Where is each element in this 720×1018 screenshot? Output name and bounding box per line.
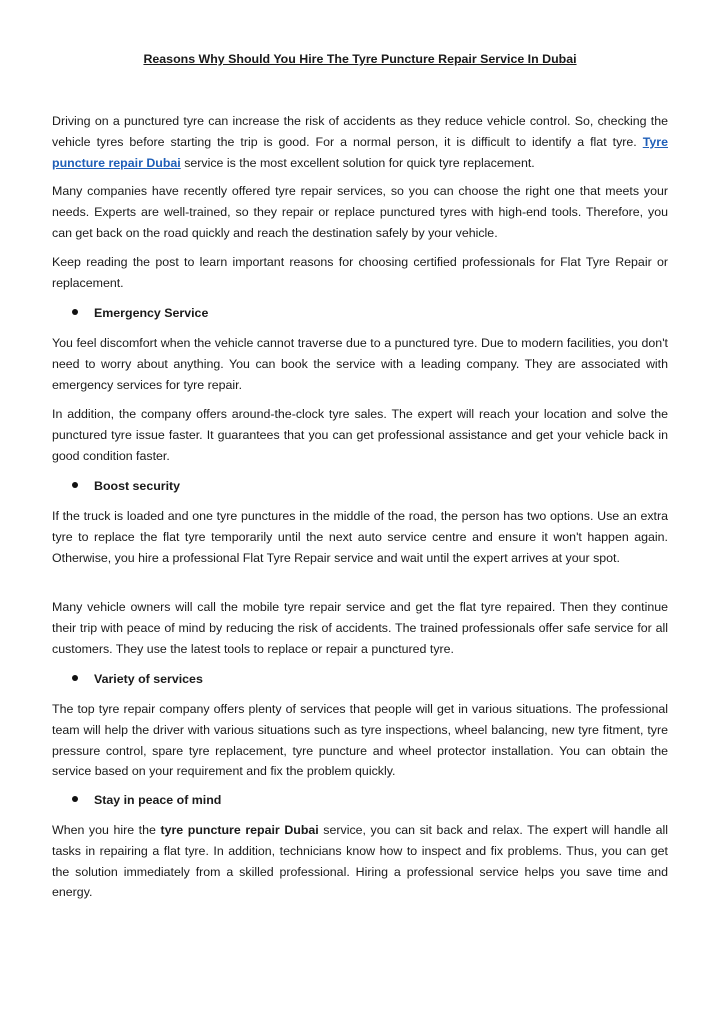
security-paragraph-1: If the truck is loaded and one tyre punctures in the middle of the road, the person has two options. Use an extra tyre to replace the flat tyre temporarily until the next auto service centre and ensure it won't happen again. Otherwise, you hire a professional Flat Tyre Repair service and wait until the expert arrives at your spot. bbox=[52, 509, 668, 565]
bullet-variety-of-services bbox=[72, 669, 203, 690]
peace-bold-text: tyre puncture repair Dubai bbox=[160, 823, 319, 837]
tyre-puncture-repair-link[interactable]: Tyre puncture repair Dubai bbox=[52, 134, 668, 170]
variety-paragraph-1: The top tyre repair company offers plenty of services that people will get in various situations. The professional team will help the driver with various situations such as tyre inspections, wheel balancing, new tyre fitment, tyre pressure control, spare tyre replacement, tyre puncture and wheel protector installation. You can obtain the service based on your requirement and fix the problem quickly. bbox=[52, 702, 668, 779]
page-title: Reasons Why Should You Hire The Tyre Puncture Repair Service In Dubai bbox=[143, 52, 577, 66]
intro-text-before: Driving on a punctured tyre can increase the risk of accidents as they reduce vehicle control. So, checking the vehicle tyres before starting the trip is good. For a normal person, it is difficult to identify a flat tyre. bbox=[52, 114, 668, 149]
bullet-boost-security bbox=[72, 476, 180, 497]
intro-paragraph bbox=[52, 111, 668, 173]
intro-text-after: service is the most excellent solution for quick tyre replacement. bbox=[180, 155, 535, 170]
paragraph-3: Keep reading the post to learn important reasons for choosing certified professionals for Flat Tyre Repair or replacement. bbox=[52, 255, 668, 290]
bullet-icon bbox=[72, 796, 78, 802]
peace-text-after: service, you can sit back and relax. The expert will handle all tasks in repairing a flat tyre. In addition, technicians know how to inspect and fix problems. Thus, you can get the solution immediately from a skilled professional. Hiring a professional service helps you save time and energy. bbox=[52, 823, 668, 900]
bullet-icon bbox=[72, 482, 78, 488]
bullet-emergency-service bbox=[72, 303, 208, 324]
bullet-heading: Emergency Service bbox=[94, 306, 209, 320]
emergency-paragraph-2: In addition, the company offers around-the-clock tyre sales. The expert will reach your location and solve the punctured tyre issue faster. It guarantees that you can get professional assistance and get your vehicle back in good condition faster. bbox=[52, 407, 668, 463]
bullet-heading: Variety of services bbox=[94, 672, 203, 686]
bullet-heading: Stay in peace of mind bbox=[94, 793, 222, 807]
paragraph-2: Many companies have recently offered tyre repair services, so you can choose the right one that meets your needs. Experts are well-trained, so they repair or replace punctured tyres with high-end tools. Therefore, you can get back on the road quickly and reach the destination safely by your vehicle. bbox=[52, 184, 668, 240]
peace-paragraph bbox=[52, 820, 668, 903]
bullet-icon bbox=[72, 675, 78, 681]
bullet-icon bbox=[72, 309, 78, 315]
security-paragraph-2: Many vehicle owners will call the mobile tyre repair service and get the flat tyre repaired. Then they continue their trip with peace of mind by reducing the risk of accidents. The trained professionals offer safe service for all customers. They use the latest tools to replace or repair a punctured tyre. bbox=[52, 600, 668, 656]
bullet-heading: Boost security bbox=[94, 479, 181, 493]
emergency-paragraph-1: You feel discomfort when the vehicle cannot traverse due to a punctured tyre. Due to modern facilities, you don't need to worry about anything. You can book the service with a leading company. They are associated with emergency services for tyre repair. bbox=[52, 336, 668, 392]
bullet-stay-in-peace-of-mind bbox=[72, 790, 221, 811]
peace-text-before: When you hire the bbox=[52, 823, 161, 837]
